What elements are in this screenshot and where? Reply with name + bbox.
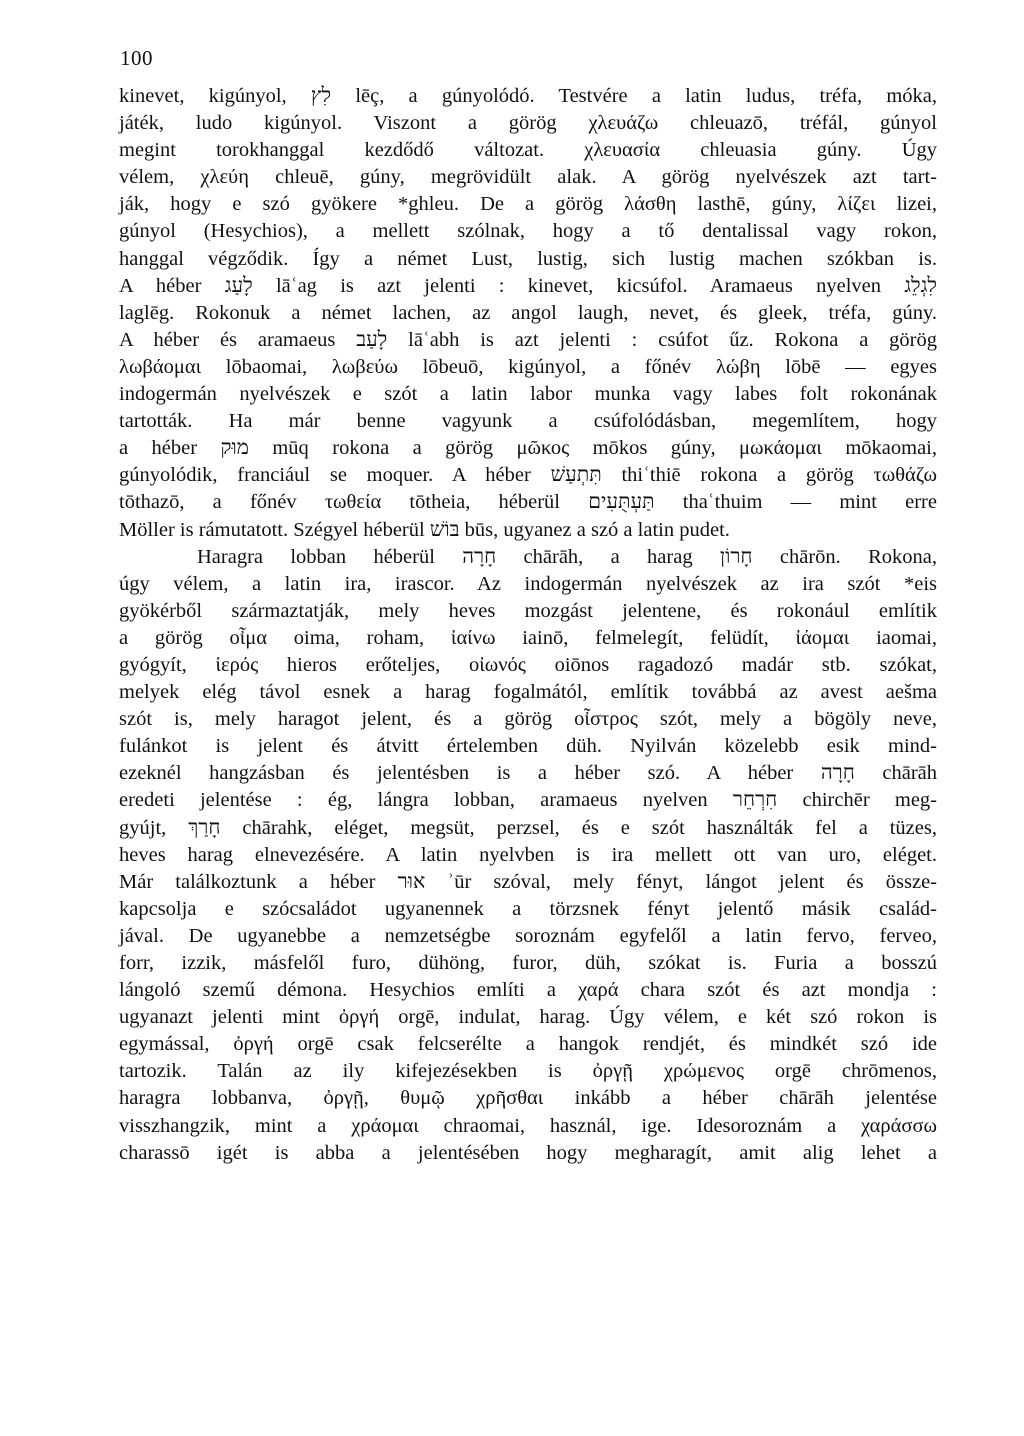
text-line: λωβάομαι lōbaomai, λωβεύω lōbeuō, kigúnyol, a főnév λώβη lōbē — egyes [119, 355, 937, 378]
text-line: forr, izzik, másfelől furo, dühöng, furor, düh, szókat is. Furia a bosszú [119, 952, 937, 974]
text-line: gúnyolódik, franciául se moquer. A héber תִּתְעַשׁ thiʿthiē rokona a görög τωθάζω [119, 464, 938, 487]
text-line: Már találkoztunk a héber אוּר ʾūr szóval, mely fényt, lángot jelent és össze- [119, 870, 937, 893]
page-number: 100 [120, 46, 153, 70]
text-line: gúnyol (Hesychios), a mellett szólnak, hogy a tő dentalissal vagy rokon, [119, 220, 937, 243]
text-line: jával. De ugyanebbe a nemzetségbe soroznám egyfelől a latin fervo, ferveo, [119, 924, 937, 947]
text-line: tartozik. Talán az ily kifejezésekben is ὀργῇ χρώμενος orgē chrōmenos, [119, 1060, 937, 1083]
text-line: gyógyít, ἱερός hieros erőteljes, οἰωνός oiōnos ragadozó madár stb. szókat, [119, 653, 937, 676]
text-body [119, 83, 937, 1167]
text-line: ugyanazt jelenti mint ὀργή orgē, indulat, harag. Úgy vélem, e két szó rokon is [119, 1006, 937, 1029]
text-line: fulánkot is jelent és átvitt értelemben düh. Nyilván közelebb esik mind- [119, 735, 937, 758]
text-line: a görög οἶμα oima, roham, ἰαίνω iainō, felmelegít, felüdít, ἰάομαι iaomai, [119, 626, 937, 649]
text-line: gyújt, חָרַךְ chārahk, eléget, megsüt, perzsel, és e szót használták fel a tüzes, [119, 816, 937, 839]
text-line: melyek elég távol esnek a harag fogalmától, említik továbbá az avest aešma [119, 681, 937, 704]
text-line: Haragra lobban héberül חָרָה chārāh, a harag חָרוֹן chārōn. Rokona, [197, 545, 937, 568]
text-line: a héber מוּק mūq rokona a görög μῶκος mōkos gúny, μωκάομαι mōkaomai, [119, 437, 937, 460]
text-line: indogermán nyelvészek e szót a latin labor munka vagy labes folt rokonának [119, 383, 937, 406]
text-line: eredeti jelentése : ég, lángra lobban, aramaeus nyelven חִרְחֵר chirchēr meg- [119, 789, 937, 812]
text-line: hanggal végződik. Így a német Lust, lustig, sich lustig machen szókban is. [119, 247, 937, 270]
text-line: kinevet, kigúnyol, לִץ lēç, a gúnyolódó. Testvére a latin ludus, tréfa, móka, [119, 85, 937, 107]
text-line: megint torokhanggal kezdődő változat. χλευασία chleuasia gúny. Úgy [119, 139, 937, 162]
text-line: tōthazō, a főnév τωθεία tōtheia, héberül תַּעְתֻּעִים thaʿthuim — mint erre [119, 491, 937, 514]
text-line: vélem, χλεύη chleuē, gúny, megrövidült alak. A görög nyelvészek azt tart- [119, 166, 937, 189]
text-line: haragra lobbanva, ὀργῇ, θυμῷ χρῆσθαι inkább a héber chārāh jelentése [119, 1087, 937, 1110]
text-line: ják, hogy e szó gyökere *ghleu. De a görög λάσθη lasthē, gúny, λίζει lizei, [119, 193, 937, 216]
text-line: charassō igét is abba a jelentésében hogy megharagít, amit alig lehet a [119, 1141, 937, 1164]
text-line: egymással, ὀργή orgē csak felcserélte a hangok rendjét, és mindkét szó ide [119, 1033, 937, 1056]
text-line: lángoló szemű démona. Hesychios említi a χαρά chara szót és azt mondja : [119, 979, 937, 1002]
text-line: szót is, mely haragot jelent, és a görög οἶστρος szót, mely a bögöly neve, [119, 708, 937, 731]
text-line: A héber לָעַג lāʿag is azt jelenti : kinevet, kicsúfol. Aramaeus nyelven לִגְלֵג [119, 274, 937, 297]
text-line: úgy vélem, a latin ira, irascor. Az indogermán nyelvészek az ira szót *eis [119, 572, 937, 595]
text-line: játék, ludo kigúnyol. Viszont a görög χλευάζω chleuazō, tréfál, gúnyol [119, 112, 937, 135]
text-line: gyökérből származtatják, mely heves mozgást jelentene, és rokonául említik [119, 599, 937, 622]
text-line: kapcsolja e szócsaládot ugyanennek a törzsnek fényt jelentő másik család- [119, 897, 937, 920]
text-line: Möller is rámutatott. Szégyel héberül בּוֹשׁ būs, ugyanez a szó a latin pudet. [119, 518, 730, 541]
text-line: A héber és aramaeus לָעַב lāʿabh is azt jelenti : csúfot űz. Rokona a görög [119, 328, 938, 351]
text-line: visszhangzik, mint a χράομαι chraomai, használ, ige. Idesoroznám a χαράσσω [119, 1114, 937, 1137]
text-line: heves harag elnevezésére. A latin nyelvben is ira mellett ott van uro, eléget. [119, 843, 937, 866]
text-line: laglēg. Rokonuk a német lachen, az angol laugh, nevet, és gleek, tréfa, gúny. [119, 301, 937, 324]
text-line: ezeknél hangzásban és jelentésben is a héber szó. A héber חָרָה chārāh [119, 762, 938, 785]
text-line: tartották. Ha már benne vagyunk a csúfolódásban, megemlítem, hogy [119, 410, 937, 433]
